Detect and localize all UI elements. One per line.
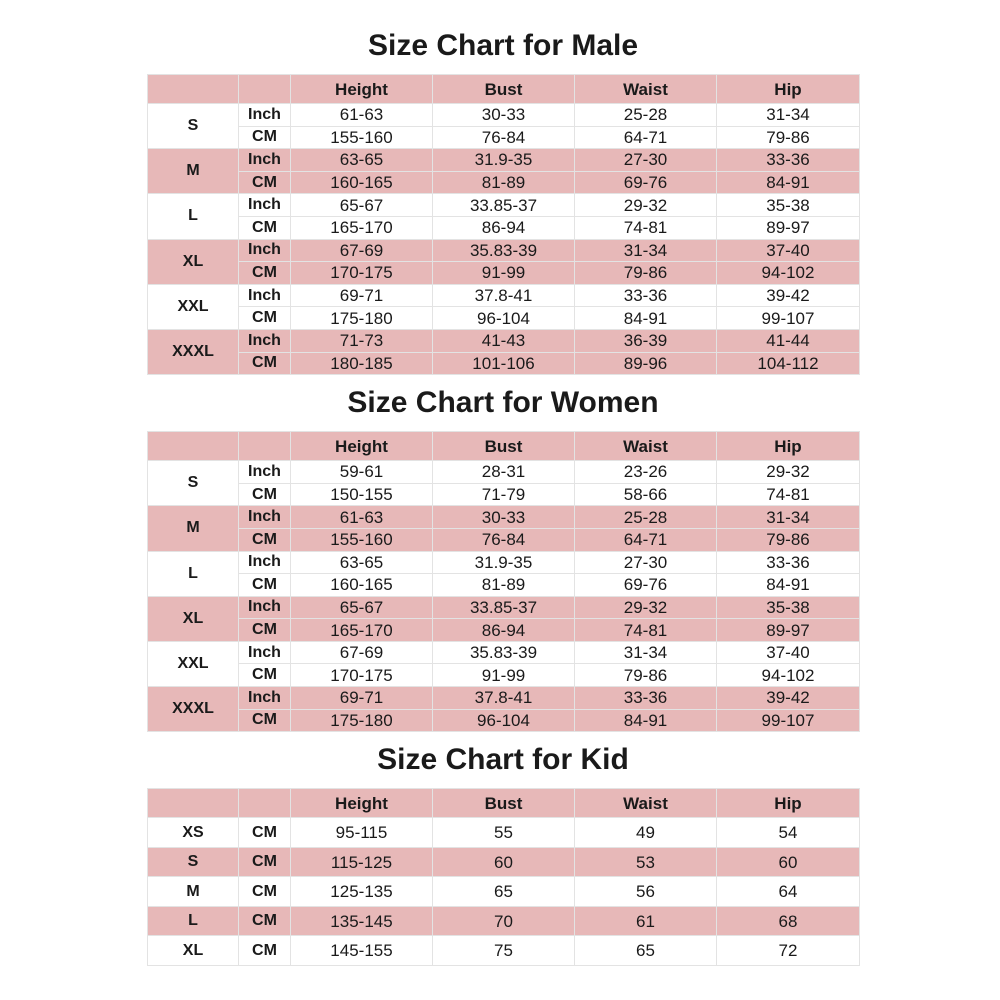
table-cell: 31-34 — [575, 239, 717, 262]
table-cell: 31-34 — [575, 641, 717, 664]
table-cell: 125-135 — [291, 877, 433, 907]
table-cell: 145-155 — [291, 936, 433, 966]
column-header-bust: Bust — [433, 432, 575, 461]
unit-label: Inch — [239, 149, 291, 172]
table-cell: 33.85-37 — [433, 596, 575, 619]
table-cell: 81-89 — [433, 171, 575, 194]
table-cell: 89-97 — [717, 216, 860, 239]
table-cell: 61 — [575, 906, 717, 936]
table-cell: 79-86 — [575, 262, 717, 285]
table-cell: 63-65 — [291, 551, 433, 574]
header-row — [148, 75, 860, 104]
table-row — [148, 687, 860, 710]
unit-label: CM — [239, 307, 291, 330]
unit-label: Inch — [239, 687, 291, 710]
table-cell: 101-106 — [433, 352, 575, 375]
table-cell: 31.9-35 — [433, 149, 575, 172]
table-cell: 79-86 — [575, 664, 717, 687]
table-cell: 30-33 — [433, 506, 575, 529]
table-row — [148, 194, 860, 217]
unit-label: Inch — [239, 641, 291, 664]
header-blank — [239, 75, 291, 104]
table-row — [148, 574, 860, 597]
unit-label: Inch — [239, 284, 291, 307]
table-row — [148, 329, 860, 352]
table-cell: 65 — [575, 936, 717, 966]
table-cell: 31-34 — [717, 506, 860, 529]
size-label: L — [148, 194, 239, 239]
table-cell: 54 — [717, 818, 860, 848]
table-row — [148, 619, 860, 642]
unit-label: CM — [239, 877, 291, 907]
unit-label: CM — [239, 126, 291, 149]
table-cell: 33-36 — [575, 284, 717, 307]
table-cell: 96-104 — [433, 709, 575, 732]
table-cell: 135-145 — [291, 906, 433, 936]
column-header-waist: Waist — [575, 432, 717, 461]
table-cell: 74-81 — [575, 216, 717, 239]
header-row — [148, 432, 860, 461]
table-cell: 27-30 — [575, 551, 717, 574]
table-cell: 33.85-37 — [433, 194, 575, 217]
table-cell: 150-155 — [291, 483, 433, 506]
size-table — [147, 431, 860, 732]
table-cell: 64 — [717, 877, 860, 907]
table-row — [148, 461, 860, 484]
table-cell: 165-170 — [291, 619, 433, 642]
table-cell: 31.9-35 — [433, 551, 575, 574]
table-row — [148, 528, 860, 551]
unit-label: CM — [239, 528, 291, 551]
unit-label: Inch — [239, 104, 291, 127]
table-cell: 99-107 — [717, 709, 860, 732]
table-row — [148, 551, 860, 574]
table-cell: 33-36 — [717, 551, 860, 574]
table-row — [148, 709, 860, 732]
table-cell: 35-38 — [717, 596, 860, 619]
table-cell: 74-81 — [575, 619, 717, 642]
unit-label: CM — [239, 906, 291, 936]
size-label: XXL — [148, 284, 239, 329]
table-cell: 95-115 — [291, 818, 433, 848]
table-cell: 37-40 — [717, 641, 860, 664]
table-cell: 55 — [433, 818, 575, 848]
table-cell: 91-99 — [433, 262, 575, 285]
table-cell: 180-185 — [291, 352, 433, 375]
table-cell: 71-73 — [291, 329, 433, 352]
table-cell: 175-180 — [291, 307, 433, 330]
size-label: L — [148, 906, 239, 936]
unit-label: CM — [239, 216, 291, 239]
table-cell: 25-28 — [575, 104, 717, 127]
table-cell: 67-69 — [291, 239, 433, 262]
table-cell: 65-67 — [291, 194, 433, 217]
unit-label: CM — [239, 619, 291, 642]
size-label: XL — [148, 239, 239, 284]
table-cell: 69-71 — [291, 687, 433, 710]
table-cell: 23-26 — [575, 461, 717, 484]
size-chart — [147, 18, 859, 966]
column-header-height: Height — [291, 75, 433, 104]
table-cell: 63-65 — [291, 149, 433, 172]
table-cell: 86-94 — [433, 216, 575, 239]
table-cell: 58-66 — [575, 483, 717, 506]
table-cell: 84-91 — [717, 574, 860, 597]
table-cell: 35-38 — [717, 194, 860, 217]
table-row — [148, 104, 860, 127]
column-header-hip: Hip — [717, 432, 860, 461]
table-cell: 75 — [433, 936, 575, 966]
table-cell: 104-112 — [717, 352, 860, 375]
table-cell: 70 — [433, 906, 575, 936]
table-cell: 175-180 — [291, 709, 433, 732]
table-cell: 56 — [575, 877, 717, 907]
table-cell: 36-39 — [575, 329, 717, 352]
table-cell: 33-36 — [717, 149, 860, 172]
size-label: XL — [148, 596, 239, 641]
table-cell: 30-33 — [433, 104, 575, 127]
size-label: S — [148, 461, 239, 506]
column-header-hip: Hip — [717, 789, 860, 818]
table-cell: 71-79 — [433, 483, 575, 506]
column-header-height: Height — [291, 432, 433, 461]
size-label: XXXL — [148, 687, 239, 732]
table-cell: 41-43 — [433, 329, 575, 352]
header-blank — [148, 432, 239, 461]
unit-label: Inch — [239, 506, 291, 529]
table-cell: 84-91 — [717, 171, 860, 194]
header-row — [148, 789, 860, 818]
table-cell: 170-175 — [291, 664, 433, 687]
table-row — [148, 906, 860, 936]
size-label: XS — [148, 818, 239, 848]
table-cell: 84-91 — [575, 709, 717, 732]
unit-label: CM — [239, 936, 291, 966]
table-cell: 61-63 — [291, 506, 433, 529]
table-cell: 67-69 — [291, 641, 433, 664]
unit-label: CM — [239, 171, 291, 194]
table-cell: 35.83-39 — [433, 239, 575, 262]
size-label: S — [148, 847, 239, 877]
table-cell: 60 — [717, 847, 860, 877]
table-cell: 76-84 — [433, 528, 575, 551]
table-row — [148, 284, 860, 307]
table-cell: 65-67 — [291, 596, 433, 619]
table-cell: 69-71 — [291, 284, 433, 307]
table-row — [148, 262, 860, 285]
table-row — [148, 171, 860, 194]
table-row — [148, 352, 860, 375]
size-label: L — [148, 551, 239, 596]
table-cell: 94-102 — [717, 664, 860, 687]
table-cell: 27-30 — [575, 149, 717, 172]
table-row — [148, 239, 860, 262]
header-blank — [239, 432, 291, 461]
table-cell: 69-76 — [575, 574, 717, 597]
table-cell: 74-81 — [717, 483, 860, 506]
table-row — [148, 126, 860, 149]
table-cell: 99-107 — [717, 307, 860, 330]
unit-label: CM — [239, 709, 291, 732]
table-cell: 64-71 — [575, 126, 717, 149]
unit-label: Inch — [239, 461, 291, 484]
table-cell: 69-76 — [575, 171, 717, 194]
table-row — [148, 307, 860, 330]
table-cell: 76-84 — [433, 126, 575, 149]
table-row — [148, 596, 860, 619]
table-cell: 79-86 — [717, 528, 860, 551]
unit-label: CM — [239, 574, 291, 597]
table-cell: 65 — [433, 877, 575, 907]
table-cell: 39-42 — [717, 284, 860, 307]
table-row — [148, 936, 860, 966]
table-cell: 33-36 — [575, 687, 717, 710]
table-cell: 165-170 — [291, 216, 433, 239]
table-cell: 96-104 — [433, 307, 575, 330]
table-cell: 72 — [717, 936, 860, 966]
table-cell: 170-175 — [291, 262, 433, 285]
table-row — [148, 641, 860, 664]
table-cell: 37-40 — [717, 239, 860, 262]
table-cell: 91-99 — [433, 664, 575, 687]
table-cell: 94-102 — [717, 262, 860, 285]
table-cell: 155-160 — [291, 528, 433, 551]
table-row — [148, 664, 860, 687]
table-cell: 64-71 — [575, 528, 717, 551]
table-cell: 29-32 — [575, 596, 717, 619]
table-cell: 37.8-41 — [433, 284, 575, 307]
column-header-hip: Hip — [717, 75, 860, 104]
section-title: Size Chart for Male — [367, 29, 639, 62]
column-header-waist: Waist — [575, 75, 717, 104]
table-cell: 59-61 — [291, 461, 433, 484]
unit-label: CM — [239, 818, 291, 848]
size-table — [147, 74, 860, 375]
unit-label: Inch — [239, 329, 291, 352]
table-cell: 84-91 — [575, 307, 717, 330]
unit-label: Inch — [239, 194, 291, 217]
table-cell: 29-32 — [575, 194, 717, 217]
section-title: Size Chart for Kid — [377, 743, 629, 777]
column-header-bust: Bust — [433, 789, 575, 818]
unit-label: Inch — [239, 239, 291, 262]
unit-label: CM — [239, 664, 291, 687]
table-cell: 53 — [575, 847, 717, 877]
unit-label: CM — [239, 483, 291, 506]
table-cell: 160-165 — [291, 171, 433, 194]
column-header-height: Height — [291, 789, 433, 818]
table-cell: 39-42 — [717, 687, 860, 710]
size-label: S — [148, 104, 239, 149]
table-row — [148, 877, 860, 907]
table-cell: 81-89 — [433, 574, 575, 597]
table-cell: 155-160 — [291, 126, 433, 149]
size-label: XXL — [148, 641, 239, 686]
unit-label: Inch — [239, 596, 291, 619]
table-cell: 61-63 — [291, 104, 433, 127]
header-blank — [148, 789, 239, 818]
unit-label: CM — [239, 262, 291, 285]
table-row — [148, 149, 860, 172]
table-row — [148, 818, 860, 848]
table-cell: 160-165 — [291, 574, 433, 597]
table-cell: 89-97 — [717, 619, 860, 642]
unit-label: CM — [239, 847, 291, 877]
size-label: M — [148, 506, 239, 551]
table-cell: 79-86 — [717, 126, 860, 149]
table-cell: 28-31 — [433, 461, 575, 484]
table-cell: 29-32 — [717, 461, 860, 484]
table-cell: 89-96 — [575, 352, 717, 375]
table-cell: 115-125 — [291, 847, 433, 877]
column-header-bust: Bust — [433, 75, 575, 104]
table-cell: 35.83-39 — [433, 641, 575, 664]
unit-label: Inch — [239, 551, 291, 574]
table-row — [148, 216, 860, 239]
header-blank — [148, 75, 239, 104]
section-title: Size Chart for Women — [347, 386, 659, 420]
table-cell: 25-28 — [575, 506, 717, 529]
table-row — [148, 847, 860, 877]
size-label: M — [148, 149, 239, 194]
size-label: XL — [148, 936, 239, 966]
unit-label: CM — [239, 352, 291, 375]
column-header-waist: Waist — [575, 789, 717, 818]
table-cell: 31-34 — [717, 104, 860, 127]
table-cell: 37.8-41 — [433, 687, 575, 710]
size-table — [147, 788, 860, 966]
table-cell: 60 — [433, 847, 575, 877]
table-cell: 41-44 — [717, 329, 860, 352]
table-cell: 68 — [717, 906, 860, 936]
table-cell: 49 — [575, 818, 717, 848]
table-row — [148, 506, 860, 529]
size-label: XXXL — [148, 329, 239, 374]
header-blank — [239, 789, 291, 818]
table-cell: 86-94 — [433, 619, 575, 642]
size-label: M — [148, 877, 239, 907]
table-row — [148, 483, 860, 506]
